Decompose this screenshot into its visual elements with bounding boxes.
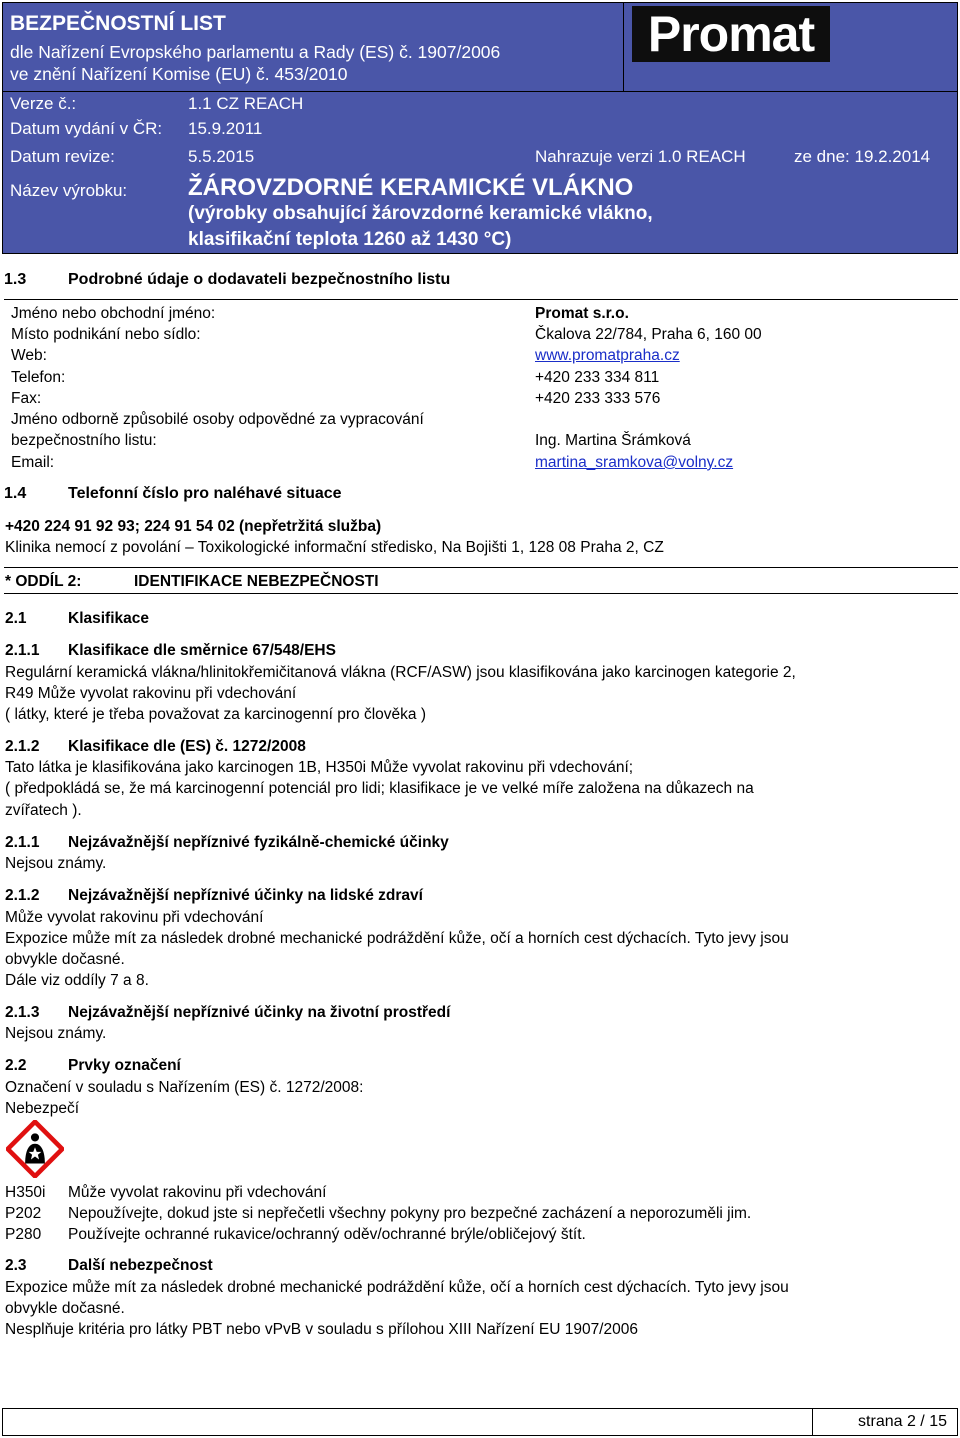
s211-text-1: Regulární keramická vlákna/hlinitokřemičitanová vlákna (RCF/ASW) jsou klasifikována jako karcinogen kategorie 2, [5,664,796,681]
product-desc-2: klasifikační teplota 1260 až 1430 °C) [188,229,512,250]
s2113-text: Nejsou známy. [5,855,107,872]
section-1-3-number: 1.3 [4,271,27,288]
s21-heading: Klasifikace [68,610,149,627]
promat-logo: Promat [632,6,830,62]
s212-heading: Klasifikace dle (ES) č. 1272/2008 [68,738,306,755]
section-2-rule-bottom [4,593,958,594]
s23-text-3: Nesplňuje kritéria pro látky PBT nebo vPvB v souladu s přílohou XIII Nařízení EU 1907/2006 [5,1321,638,1338]
s22-number: 2.2 [5,1057,27,1074]
section-1-4-number: 1.4 [4,485,27,502]
value-responsible-person: Ing. Martina Šrámková [535,432,691,449]
revision-value: 5.5.2015 [188,147,255,166]
s22-signal-word: Nebezpečí [5,1100,80,1117]
version-value: 1.1 CZ REACH [188,94,304,113]
email-link[interactable]: martina_sramkova@volny.cz [535,454,734,471]
statement-text-h350i: Může vyvolat rakovinu při vdechování [68,1184,327,1201]
statement-code-p202: P202 [5,1205,42,1222]
label-responsible-person-1: Jméno odborně způsobilé osoby odpovědné za vypracování [11,411,424,428]
s211-text-3: ( látky, které je třeba považovat za karcinogenní pro člověka ) [5,706,427,723]
value-company: Promat s.r.o. [535,305,629,322]
label-company: Jméno nebo obchodní jméno: [11,305,216,322]
section-2-rule [4,567,958,568]
product-label: Název výrobku: [10,181,128,200]
value-fax: +420 233 333 576 [535,390,661,407]
statement-text-p202: Nepoužívejte, dokud jste si nepřečetli všechny pokyny pro bezpečné zacházení a neporozuměli jim. [68,1205,752,1222]
s2114-text-3: obvykle dočasné. [5,951,125,968]
statement-code-h350i: H350i [5,1184,46,1201]
web-link[interactable]: www.promatpraha.cz [535,347,680,364]
s22-text-1: Označení v souladu s Nařízením (ES) č. 1272/2008: [5,1079,364,1096]
page-number: strana 2 / 15 [812,1408,958,1436]
value-phone: +420 233 334 811 [535,369,660,386]
s2114-heading: Nejzávažnější nepříznivé účinky na lidské zdraví [68,887,423,904]
label-phone: Telefon: [11,369,66,386]
s2115-heading: Nejzávažnější nepříznivé účinky na životní prostředí [68,1004,451,1021]
s2114-text-2: Expozice může mít za následek drobné mechanické podráždění kůže, očí a horních cest dýchacích. Tyto jevy jsou [5,930,789,947]
s2114-number: 2.1.2 [5,887,40,904]
section-2-heading: IDENTIFIKACE NEBEZPEČNOSTI [134,573,379,590]
section-1-3-heading: Podrobné údaje o dodavateli bezpečnostního listu [68,271,451,288]
s211-heading: Klasifikace dle směrnice 67/548/EHS [68,642,336,659]
health-hazard-pictogram-icon [6,1120,64,1178]
issue-value: 15.9.2011 [188,119,263,138]
s21-number: 2.1 [5,610,27,627]
label-email: Email: [11,454,55,471]
s22-heading: Prvky označení [68,1057,181,1074]
s211-text-2: R49 Může vyvolat rakovinu při vdechování [5,685,297,702]
version-label: Verze č.: [10,94,77,113]
emergency-phones: +420 224 91 92 93; 224 91 54 02 (nepřetržitá služba) [5,518,382,535]
value-address: Čkalova 22/784, Praha 6, 160 00 [535,326,762,343]
section-1-4-heading: Telefonní číslo pro naléhavé situace [68,485,342,502]
revision-label: Datum revize: [10,147,115,166]
s212-text-2: ( předpokládá se, že má karcinogenní potenciál pro lidi; klasifikace je ve velké míře založena na důkazech na [5,780,754,797]
doc-title: BEZPEČNOSTNÍ LIST [10,12,226,35]
s211-number: 2.1.1 [5,642,40,659]
s212-text-1: Tato látka je klasifikována jako karcinogen 1B, H350i Může vyvolat rakovinu při vdechování; [5,759,634,776]
product-name: ŽÁROVZDORNÉ KERAMICKÉ VLÁKNO [188,174,634,201]
s23-heading: Další nebezpečnost [68,1257,213,1274]
s23-number: 2.3 [5,1257,27,1274]
product-desc-1: (výrobky obsahující žárovzdorné keramické vlákno, [188,203,653,224]
s2113-number: 2.1.1 [5,834,40,851]
s2115-text: Nejsou známy. [5,1025,107,1042]
s2113-heading: Nejzávažnější nepříznivé fyzikálně-chemické účinky [68,834,449,851]
statement-text-p280: Používejte ochranné rukavice/ochranný oděv/ochranné brýle/obličejový štít. [68,1226,586,1243]
issue-label: Datum vydání v ČR: [10,119,163,138]
s212-text-3: zvířatech ). [5,802,82,819]
s2114-text-1: Může vyvolat rakovinu při vdechování [5,909,264,926]
s23-text-2: obvykle dočasné. [5,1300,125,1317]
statement-code-p280: P280 [5,1226,42,1243]
s212-number: 2.1.2 [5,738,40,755]
label-address: Místo podnikání nebo sídlo: [11,326,201,343]
label-responsible-person-2: bezpečnostního listu: [11,432,157,449]
s23-text-1: Expozice může mít za následek drobné mechanické podráždění kůže, očí a horních cest dýchacích. Tyto jevy jsou [5,1279,789,1296]
clinic-info: Klinika nemocí z povolání – Toxikologické informační středisko, Na Bojišti 1, 128 08 Praha 2, CZ [5,539,664,556]
regulation-line-1: dle Nařízení Evropského parlamentu a Rady (ES) č. 1907/2006 [10,42,501,62]
replaces-date: ze dne: 19.2.2014 [794,147,931,166]
s2115-number: 2.1.3 [5,1004,40,1021]
regulation-line-2: ve znění Nařízení Komise (EU) č. 453/2010 [10,64,348,84]
section-2-number: * ODDÍL 2: [5,573,82,590]
s2114-text-4: Dále viz oddíly 7 a 8. [5,972,149,989]
label-fax: Fax: [11,390,42,407]
label-web: Web: [11,347,47,364]
replaces-label: Nahrazuje verzi 1.0 REACH [535,147,746,166]
section-rule [4,299,958,300]
